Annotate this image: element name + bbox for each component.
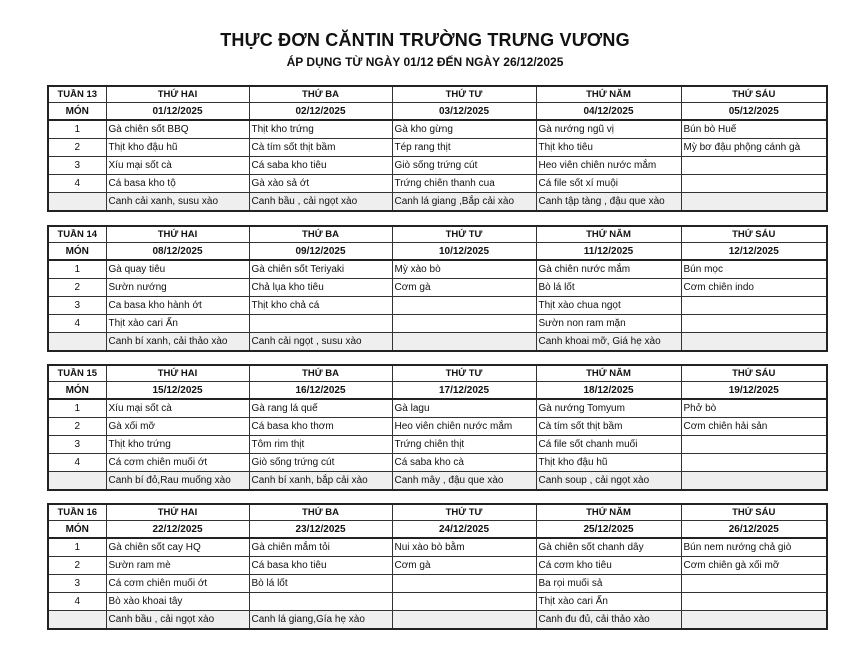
dish-number: 1 [48,260,106,279]
date-cell: 15/12/2025 [106,382,249,400]
dish-cell: Cơm chiên hải sản [681,418,827,436]
date-cell: 04/12/2025 [536,103,681,121]
dish-number: 4 [48,315,106,333]
day-header: THỨ HAI [106,226,249,243]
dish-cell: Gà nướng ngũ vị [536,120,681,139]
soup-row [48,333,827,352]
mon-label: MÓN [48,521,106,539]
dish-cell: Thịt kho đậu hũ [536,454,681,472]
dish-cell: Cơm chiên indo [681,279,827,297]
dish-cell: Cá cơm chiên muối ớt [106,454,249,472]
dish-cell: Gà nướng Tomyum [536,399,681,418]
dish-cell: Gà chiên nước mắm [536,260,681,279]
dish-number: 1 [48,120,106,139]
dish-cell [681,454,827,472]
dish-cell: Cá cơm chiên muối ớt [106,575,249,593]
dish-cell: Giò sống trứng cút [249,454,392,472]
dish-cell: Phở bò [681,399,827,418]
dish-cell: Gà quay tiêu [106,260,249,279]
dish-row [48,538,827,557]
date-cell: 24/12/2025 [392,521,536,539]
day-header: THỨ SÁU [681,365,827,382]
day-header: THỨ NĂM [536,365,681,382]
dish-cell: Ca basa kho hành ớt [106,297,249,315]
dish-row [48,315,827,333]
dish-cell [681,157,827,175]
dish-cell: Bò xào khoai tây [106,593,249,611]
dish-number: 2 [48,139,106,157]
dish-row [48,575,827,593]
soup-row [48,193,827,212]
dish-cell [392,315,536,333]
dish-cell: Gà chiên sốt BBQ [106,120,249,139]
day-header-row [48,365,827,382]
date-cell: 08/12/2025 [106,243,249,261]
dish-row [48,175,827,193]
date-cell: 09/12/2025 [249,243,392,261]
day-header-row [48,504,827,521]
dish-cell: Thịt kho chả cá [249,297,392,315]
week-label: TUẦN 13 [48,86,106,103]
dish-cell: Cá basa kho tiêu [249,557,392,575]
day-header: THỨ SÁU [681,86,827,103]
mon-label: MÓN [48,382,106,400]
dish-cell: Bún nem nướng chả giò [681,538,827,557]
dish-cell: Cá basa kho tộ [106,175,249,193]
dish-number: 2 [48,279,106,297]
week-menu-table [47,225,828,352]
dish-cell [392,333,536,352]
dish-cell: Giò sống trứng cút [392,157,536,175]
dish-cell: Cá saba kho tiêu [249,157,392,175]
dish-cell [249,593,392,611]
dish-number: 3 [48,436,106,454]
dish-cell: Trứng chiên thanh cua [392,175,536,193]
week-menu-table [47,364,828,491]
dish-cell [681,315,827,333]
dish-cell: Thịt xào cari Ấn [106,315,249,333]
dish-row [48,139,827,157]
date-cell: 19/12/2025 [681,382,827,400]
week-label: TUẦN 14 [48,226,106,243]
dish-cell: Thịt xào chua ngọt [536,297,681,315]
dish-cell: Gà chiên sốt cay HQ [106,538,249,557]
dish-cell: Cá file sốt xí muội [536,175,681,193]
day-header-row [48,226,827,243]
dish-number [48,193,106,212]
dish-number: 4 [48,175,106,193]
day-header: THỨ BA [249,226,392,243]
soup-row [48,472,827,491]
dish-cell: Cơm chiên gà xối mỡ [681,557,827,575]
dish-cell: Cà tím sốt thịt bầm [536,418,681,436]
day-header: THỨ BA [249,504,392,521]
dish-cell [681,436,827,454]
dish-cell: Bún mọc [681,260,827,279]
dish-cell: Canh lá giang ,Bắp cải xào [392,193,536,212]
date-cell: 17/12/2025 [392,382,536,400]
dish-cell [392,575,536,593]
dish-cell [681,472,827,491]
dish-cell: Gà xào sả ớt [249,175,392,193]
dish-cell: Canh soup , cải ngọt xào [536,472,681,491]
date-cell: 02/12/2025 [249,103,392,121]
dish-cell: Cá saba kho cà [392,454,536,472]
date-cell: 01/12/2025 [106,103,249,121]
dish-number: 3 [48,297,106,315]
day-header: THỨ HAI [106,86,249,103]
dish-cell: Canh cải xanh, susu xào [106,193,249,212]
dish-cell: Mỳ bơ đậu phộng cánh gà [681,139,827,157]
dish-cell [681,611,827,630]
date-row [48,521,827,539]
date-cell: 25/12/2025 [536,521,681,539]
week-label: TUẦN 16 [48,504,106,521]
dish-cell: Sườn ram mè [106,557,249,575]
dish-row [48,260,827,279]
dish-cell: Canh lá giang,Gía hẹ xào [249,611,392,630]
dish-cell: Canh tập tàng , đậu que xào [536,193,681,212]
dish-cell: Xíu mại sốt cà [106,399,249,418]
day-header: THỨ NĂM [536,504,681,521]
dish-cell: Nui xào bò bằm [392,538,536,557]
dish-cell: Canh đu đủ, cải thảo xào [536,611,681,630]
date-cell: 03/12/2025 [392,103,536,121]
dish-cell: Mỳ xào bò [392,260,536,279]
dish-cell: Thịt xào cari Ấn [536,593,681,611]
dish-cell: Canh bí đỏ,Rau muống xào [106,472,249,491]
dish-cell: Xíu mại sốt cà [106,157,249,175]
date-cell: 18/12/2025 [536,382,681,400]
dish-row [48,157,827,175]
mon-label: MÓN [48,243,106,261]
day-header: THỨ SÁU [681,226,827,243]
dish-cell: Chả lụa kho tiêu [249,279,392,297]
dish-cell [681,333,827,352]
day-header-row [48,86,827,103]
dish-number: 4 [48,593,106,611]
dish-cell [392,611,536,630]
date-cell: 12/12/2025 [681,243,827,261]
day-header: THỨ BA [249,86,392,103]
dish-number: 2 [48,418,106,436]
dish-number: 3 [48,575,106,593]
dish-row [48,279,827,297]
dish-row [48,436,827,454]
dish-cell: Canh bầu , cải ngọt xào [249,193,392,212]
day-header: THỨ HAI [106,365,249,382]
dish-cell: Bò lá lốt [536,279,681,297]
dish-number: 3 [48,157,106,175]
date-row [48,382,827,400]
week-menu-table [47,85,828,212]
dish-row [48,120,827,139]
day-header: THỨ TƯ [392,86,536,103]
day-header: THỨ TƯ [392,365,536,382]
dish-cell [681,575,827,593]
page-subtitle: ÁP DỤNG TỪ NGÀY 01/12 ĐẾN NGÀY 26/12/2025 [286,55,564,69]
dish-cell: Sườn non ram mặn [536,315,681,333]
day-header: THỨ SÁU [681,504,827,521]
dish-cell [681,175,827,193]
dish-cell: Canh bầu , cải ngọt xào [106,611,249,630]
dish-cell: Gà chiên sốt Teriyaki [249,260,392,279]
dish-cell: Tôm rim thịt [249,436,392,454]
dish-cell: Gà rang lá quế [249,399,392,418]
dish-cell: Canh mây , đậu que xào [392,472,536,491]
date-row [48,103,827,121]
dish-cell: Sườn nướng [106,279,249,297]
date-cell: 05/12/2025 [681,103,827,121]
date-row [48,243,827,261]
dish-cell: Cá file sốt chanh muối [536,436,681,454]
dish-number: 2 [48,557,106,575]
dish-cell: Bò lá lốt [249,575,392,593]
day-header: THỨ HAI [106,504,249,521]
dish-number: 4 [48,454,106,472]
dish-cell [249,315,392,333]
dish-cell: Thịt kho trứng [249,120,392,139]
dish-number [48,611,106,630]
date-cell: 22/12/2025 [106,521,249,539]
dish-cell: Canh bí xanh, cải thảo xào [106,333,249,352]
dish-row [48,399,827,418]
dish-cell [392,593,536,611]
dish-cell: Canh cải ngọt , susu xào [249,333,392,352]
dish-row [48,297,827,315]
date-cell: 23/12/2025 [249,521,392,539]
dish-cell: Heo viên chiên nước mắm [536,157,681,175]
date-cell: 11/12/2025 [536,243,681,261]
dish-cell: Gà chiên mắm tỏi [249,538,392,557]
dish-cell: Trứng chiên thịt [392,436,536,454]
dish-cell: Thịt kho tiêu [536,139,681,157]
dish-cell: Gà chiên sốt chanh dây [536,538,681,557]
date-cell: 26/12/2025 [681,521,827,539]
dish-cell: Heo viên chiên nước mắm [392,418,536,436]
date-cell: 10/12/2025 [392,243,536,261]
dish-number [48,472,106,491]
dish-cell: Gà kho gừng [392,120,536,139]
dish-cell: Gà lagu [392,399,536,418]
day-header: THỨ NĂM [536,226,681,243]
dish-cell [681,593,827,611]
date-cell: 16/12/2025 [249,382,392,400]
dish-cell: Bún bò Huế [681,120,827,139]
day-header: THỨ BA [249,365,392,382]
dish-cell: Thịt kho trứng [106,436,249,454]
dish-cell: Cá basa kho thơm [249,418,392,436]
dish-cell: Thịt kho đậu hũ [106,139,249,157]
dish-cell: Cá cơm kho tiêu [536,557,681,575]
dish-row [48,593,827,611]
week-label: TUẦN 15 [48,365,106,382]
week-menu-table [47,503,828,630]
dish-number: 1 [48,399,106,418]
dish-row [48,557,827,575]
dish-number: 1 [48,538,106,557]
soup-row [48,611,827,630]
dish-cell: Canh bí xanh, bắp cải xào [249,472,392,491]
dish-number [48,333,106,352]
dish-row [48,454,827,472]
day-header: THỨ TƯ [392,226,536,243]
dish-cell: Canh khoai mỡ, Giá hẹ xào [536,333,681,352]
dish-cell [681,193,827,212]
dish-cell: Cà tím sốt thịt bầm [249,139,392,157]
dish-cell [681,297,827,315]
dish-cell: Gà xối mỡ [106,418,249,436]
day-header: THỨ NĂM [536,86,681,103]
dish-cell: Tép rang thịt [392,139,536,157]
day-header: THỨ TƯ [392,504,536,521]
dish-cell: Ba rọi muối sả [536,575,681,593]
dish-cell [392,297,536,315]
dish-cell: Cơm gà [392,557,536,575]
dish-cell: Cơm gà [392,279,536,297]
mon-label: MÓN [48,103,106,121]
dish-row [48,418,827,436]
page-title: THỰC ĐƠN CĂNTIN TRƯỜNG TRƯNG VƯƠNG [220,30,630,50]
